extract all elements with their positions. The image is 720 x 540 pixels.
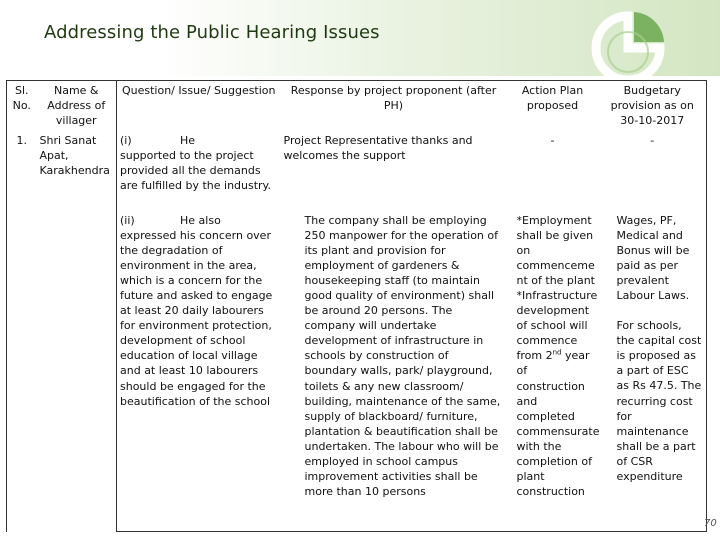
issue-1-text: supported to the project provided all the demands are fulfilled by the industry.: [120, 148, 271, 192]
table-header-row: [7, 81, 707, 131]
response-2-cell: The company shall be employing 250 manpower for the operation of its plant and provision for employment of gardeners & housekeeping staff (to maintain good quality of environment) shall be around 20 persons. The company will undertake development of infrastructure in schools by construction of boundary walls, park/ playground, toilets & any new classroom/ building, maintenance of the same, supply of blackboard/ furniture, plantation & beautification shall be undertaken. The labour who will be employed in school campus improvement activities shall be more than 10 persons: [281, 211, 507, 532]
issue-1-label: (i): [120, 133, 132, 147]
table-row: [7, 131, 707, 211]
issue-2-lead: He also: [180, 213, 221, 227]
response-1-cell: Project Representative thanks and welcomes the support: [283, 133, 473, 162]
budget-2-schools: For schools, the capital cost is proposed as a part of ESC as Rs 47.5. The recurring cost for maintenance shall be a part of CSR expenditure: [616, 319, 702, 483]
company-logo-icon: [588, 8, 668, 88]
header-action-plan: Action Plan proposed: [507, 81, 599, 131]
header-response: Response by project proponent (after PH): [281, 81, 507, 131]
page-number: 70: [704, 518, 717, 529]
action-2-text-cont: year of construction and completed commensurate with the completion of plant construction: [516, 349, 600, 499]
row-sl-no: 1.: [7, 131, 37, 532]
header-sl-no: Sl. No.: [7, 81, 37, 131]
action-2-cell: [507, 211, 599, 532]
budget-1-cell: -: [599, 131, 707, 211]
row-name-address: Shri Sanat Apat, Karakhendra: [37, 131, 117, 532]
header-name-address: Name & Address of villager: [37, 81, 117, 131]
action-2-superscript: nd: [552, 348, 562, 357]
public-hearing-table: [6, 80, 707, 532]
slide-header: [0, 0, 720, 76]
action-1-cell: -: [550, 133, 555, 147]
header-question: Question/ Issue/ Suggestion: [117, 81, 281, 131]
issue-1-lead: He: [180, 133, 196, 147]
issue-2-cell: [117, 211, 281, 532]
action-2-text: *Employment shall be given on commenceme nt of the plant *Infrastructure development of school will commence from 2: [516, 213, 598, 363]
issue-2-label: (ii): [120, 213, 135, 227]
budget-2-cell: [599, 211, 707, 532]
header-budgetary: Budgetary provision as on 30-10-2017: [599, 81, 707, 131]
issue-2-text: expressed his concern over the degradation of environment in the area, which is a concern for the future and asked to engage at least 20 daily labourers for environment protection, development of school education of local village and at least 10 labourers should be engaged for the beautification of the school: [120, 228, 273, 408]
slide-title: Addressing the Public Hearing Issues: [44, 22, 380, 43]
issue-1-cell: [117, 131, 281, 211]
budget-2-wages: Wages, PF, Medical and Bonus will be paid as per prevalent Labour Laws.: [616, 213, 690, 302]
